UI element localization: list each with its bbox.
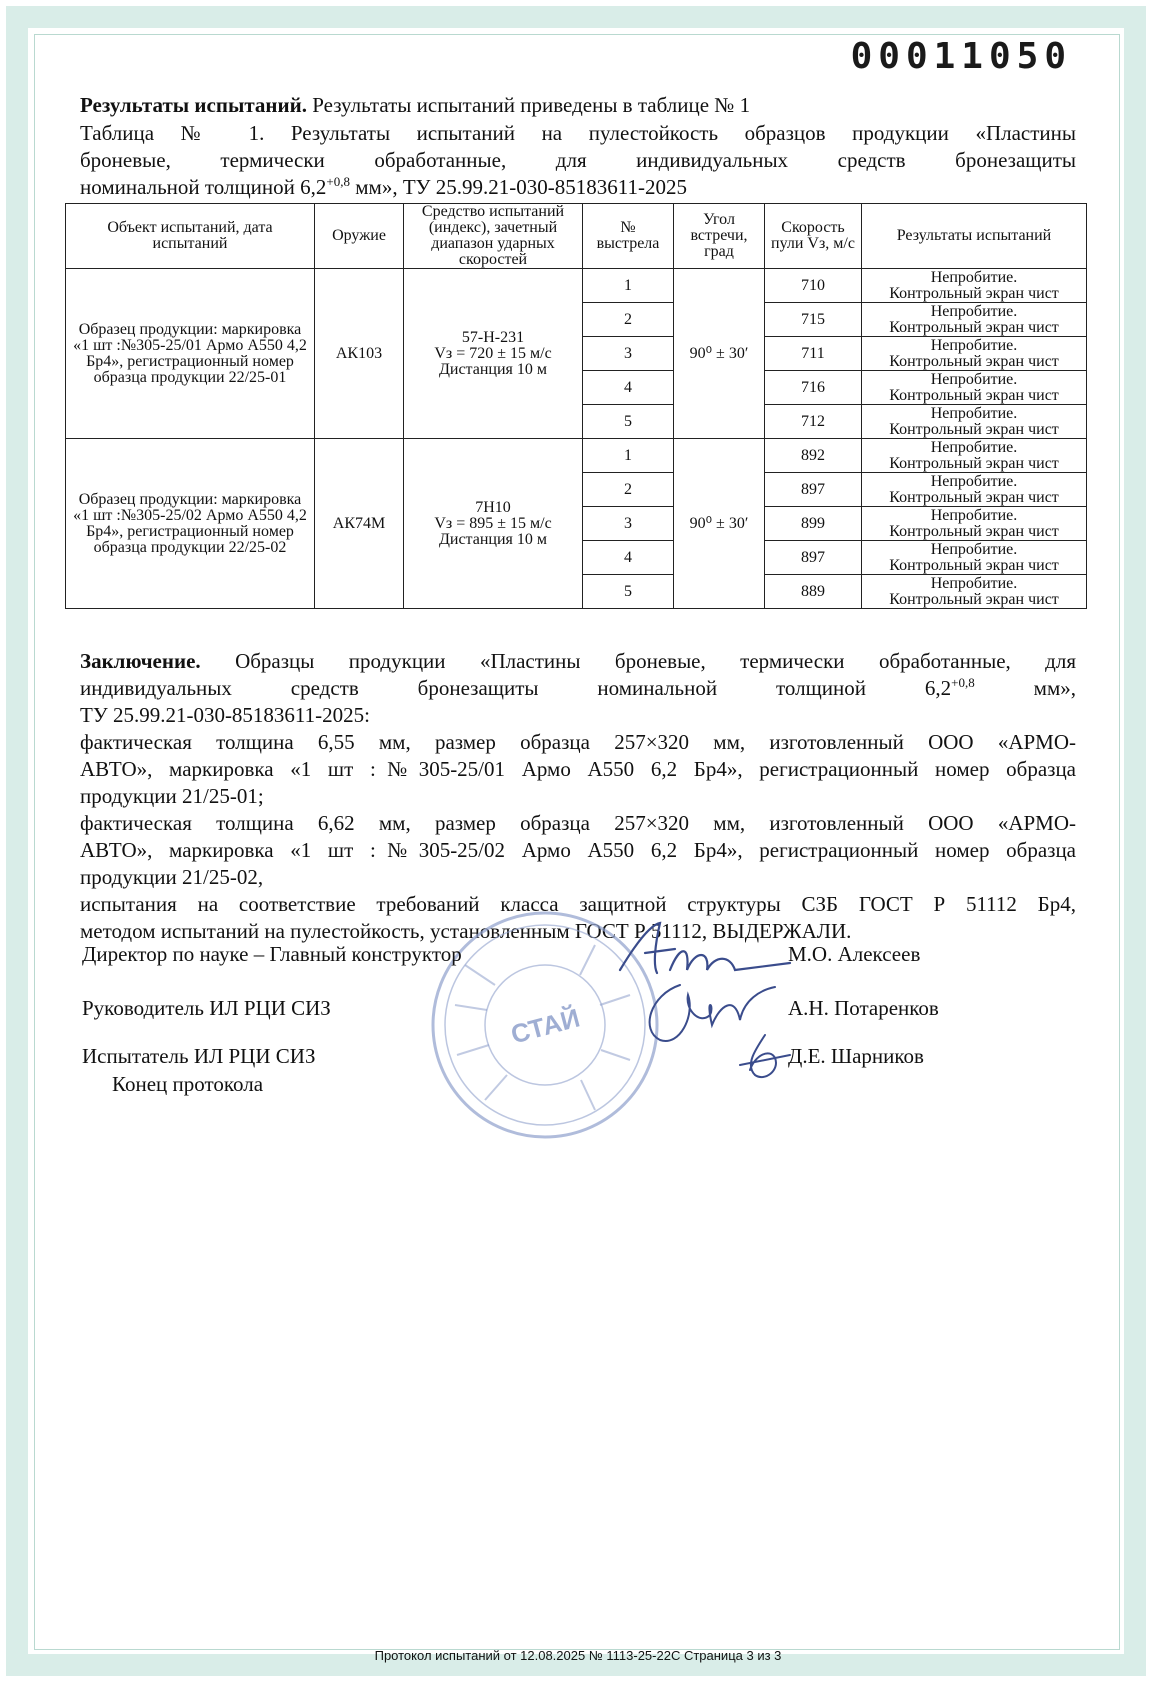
serial-number: 00011050 (850, 36, 1072, 77)
shot-result (862, 541, 1087, 575)
signature-role: Испытатель ИЛ РЦИ СИЗ (82, 1044, 316, 1068)
shot-number: 1 (583, 439, 674, 473)
results-heading (80, 92, 1076, 119)
conclusion-text-part: индивидуальных средств бронезащиты номинальной толщиной 6,2 (80, 676, 952, 700)
table-row (66, 439, 1087, 473)
shot-number: 5 (583, 575, 674, 609)
conclusion-line: ТУ 25.99.21-030-85183611-2025: (80, 703, 370, 727)
shot-result (862, 269, 1087, 303)
shot-speed: 712 (765, 405, 862, 439)
caption-superscript: +0,8 (326, 174, 350, 189)
shot-number: 1 (583, 269, 674, 303)
result-line: Непробитие. (930, 370, 1018, 388)
result-line: Контрольный экран чист (889, 522, 1059, 540)
shot-speed: 710 (765, 269, 862, 303)
result-line: Непробитие. (930, 574, 1018, 592)
results-table (65, 203, 1087, 609)
result-line: Контрольный экран чист (889, 386, 1059, 404)
conclusion-text (80, 676, 1076, 700)
shot-speed: 711 (765, 337, 862, 371)
shot-speed: 899 (765, 507, 862, 541)
shot-number: 3 (583, 507, 674, 541)
result-line: Непробитие. (930, 268, 1018, 286)
tool-index: 7Н10 (475, 498, 511, 516)
caption-text: мм», ТУ 25.99.21-030-85183611-2025 (349, 175, 687, 199)
weapon-cell: АК103 (315, 269, 404, 439)
caption-text: номинальной толщиной 6,2 (80, 175, 327, 199)
result-line: Контрольный экран чист (889, 420, 1059, 438)
shot-result (862, 507, 1087, 541)
result-line: Непробитие. (930, 438, 1018, 456)
signature-name: Д.Е. Шарников (788, 1044, 924, 1068)
shot-result (862, 575, 1087, 609)
header-tool: Средство испытаний (индекс), зачетный диапазон ударных скоростей (404, 204, 583, 269)
header-weapon: Оружие (315, 204, 404, 269)
table-caption (80, 120, 1076, 201)
result-line: Контрольный экран чист (889, 556, 1059, 574)
shot-result (862, 337, 1087, 371)
shot-result (862, 473, 1087, 507)
page-footer: Протокол испытаний от 12.08.2025 № 1113-25-22С Страница 3 из 3 (374, 1648, 782, 1663)
result-line: Непробитие. (930, 336, 1018, 354)
tool-distance: Дистанция 10 м (438, 530, 548, 548)
conclusion-bold: Заключение. (80, 649, 201, 673)
signature-name: А.Н. Потаренков (788, 996, 939, 1020)
signature-tester (735, 1030, 795, 1085)
conclusion-line: фактическая толщина 6,62 мм, размер образца 257×320 мм, изготовленный ООО «АРМО- (80, 811, 1076, 835)
conclusion-line: продукции 21/25-02, (80, 865, 264, 889)
results-heading-text: Результаты испытаний приведены в таблице № 1 (312, 93, 751, 117)
angle-cell: 90⁰ ± 30′ (674, 439, 765, 609)
object-cell: Образец продукции: маркировка «1 шт :№305-25/02 Армо А550 4,2 Бр4», регистрационный номер образца продукции 22/25-02 (66, 439, 315, 609)
shot-number: 5 (583, 405, 674, 439)
shot-number: 3 (583, 337, 674, 371)
caption-line: броневые, термически обработанные, для индивидуальных средств бронезащиты (80, 148, 1076, 172)
angle-cell: 90⁰ ± 30′ (674, 269, 765, 439)
weapon-cell: АК74М (315, 439, 404, 609)
shot-speed: 715 (765, 303, 862, 337)
shot-result (862, 371, 1087, 405)
tool-index: 57-Н-231 (461, 328, 525, 346)
table-header-row (66, 204, 1087, 269)
result-line: Контрольный экран чист (889, 352, 1059, 370)
shot-speed: 897 (765, 541, 862, 575)
stamp-text: СТАЙ (507, 1002, 583, 1050)
tool-distance: Дистанция 10 м (438, 360, 548, 378)
shot-speed: 892 (765, 439, 862, 473)
conclusion-superscript: +0,8 (951, 675, 975, 690)
conclusion-text: Образцы продукции «Пластины броневые, термически обработанные, для (235, 649, 1077, 673)
caption-line: Таблица № 1. Результаты испытаний на пулестойкость образцов продукции «Пластины (80, 121, 1076, 145)
shot-speed: 716 (765, 371, 862, 405)
result-line: Непробитие. (930, 404, 1018, 422)
shot-number: 2 (583, 473, 674, 507)
header-object: Объект испытаний, дата испытаний (66, 204, 315, 269)
conclusion-text-part: мм», (974, 676, 1077, 700)
shot-number: 4 (583, 371, 674, 405)
results-heading-bold: Результаты испытаний. (80, 93, 307, 117)
header-shot-number: № выстрела (583, 204, 674, 269)
shot-number: 2 (583, 303, 674, 337)
result-line: Непробитие. (930, 302, 1018, 320)
conclusion-line (80, 675, 1076, 702)
conclusion-line: АВТО», маркировка «1 шт :№305-25/02 Армо А550 6,2 Бр4», регистрационный номер образца (80, 838, 1076, 862)
result-line: Непробитие. (930, 506, 1018, 524)
conclusion-line: испытания на соответствие требований класса защитной структуры СЗБ ГОСТ Р 51112 Бр4, (80, 892, 1076, 916)
conclusion (80, 648, 1076, 945)
shot-speed: 889 (765, 575, 862, 609)
header-speed: Скорость пули Vз, м/с (765, 204, 862, 269)
table-row (66, 269, 1087, 303)
caption-line (80, 174, 1076, 201)
shot-result (862, 405, 1087, 439)
result-line: Контрольный экран чист (889, 454, 1059, 472)
conclusion-line: АВТО», маркировка «1 шт :№305-25/01 Армо А550 6,2 Бр4», регистрационный номер образца (80, 757, 1076, 781)
signature-role: Руководитель ИЛ РЦИ СИЗ (82, 996, 331, 1020)
conclusion-line: фактическая толщина 6,55 мм, размер образца 257×320 мм, изготовленный ООО «АРМО- (80, 730, 1076, 754)
conclusion-line (80, 648, 1076, 675)
header-angle: Угол встречи, град (674, 204, 765, 269)
tool-cell (404, 269, 583, 439)
tool-speed: Vз = 720 ± 15 м/с (434, 344, 552, 362)
result-line: Контрольный экран чист (889, 590, 1059, 608)
shot-result (862, 439, 1087, 473)
conclusion-line: продукции 21/25-01; (80, 784, 264, 808)
conclusion-line: методом испытаний на пулестойкость, установленным ГОСТ Р 51112, ВЫДЕРЖАЛИ. (80, 919, 852, 943)
object-cell: Образец продукции: маркировка «1 шт :№305-25/01 Армо А550 4,2 Бр4», регистрационный номер образца продукции 22/25-01 (66, 269, 315, 439)
signature-role: Директор по науке – Главный конструктор (82, 942, 462, 966)
signature-name: М.О. Алексеев (788, 942, 921, 966)
result-line: Непробитие. (930, 472, 1018, 490)
header-result: Результаты испытаний (862, 204, 1087, 269)
end-note: Конец протокола (112, 1072, 264, 1096)
shot-number: 4 (583, 541, 674, 575)
tool-cell (404, 439, 583, 609)
result-line: Контрольный экран чист (889, 284, 1059, 302)
shot-speed: 897 (765, 473, 862, 507)
result-line: Контрольный экран чист (889, 488, 1059, 506)
result-line: Контрольный экран чист (889, 318, 1059, 336)
result-line: Непробитие. (930, 540, 1018, 558)
tool-speed: Vз = 895 ± 15 м/с (434, 514, 552, 532)
shot-result (862, 303, 1087, 337)
